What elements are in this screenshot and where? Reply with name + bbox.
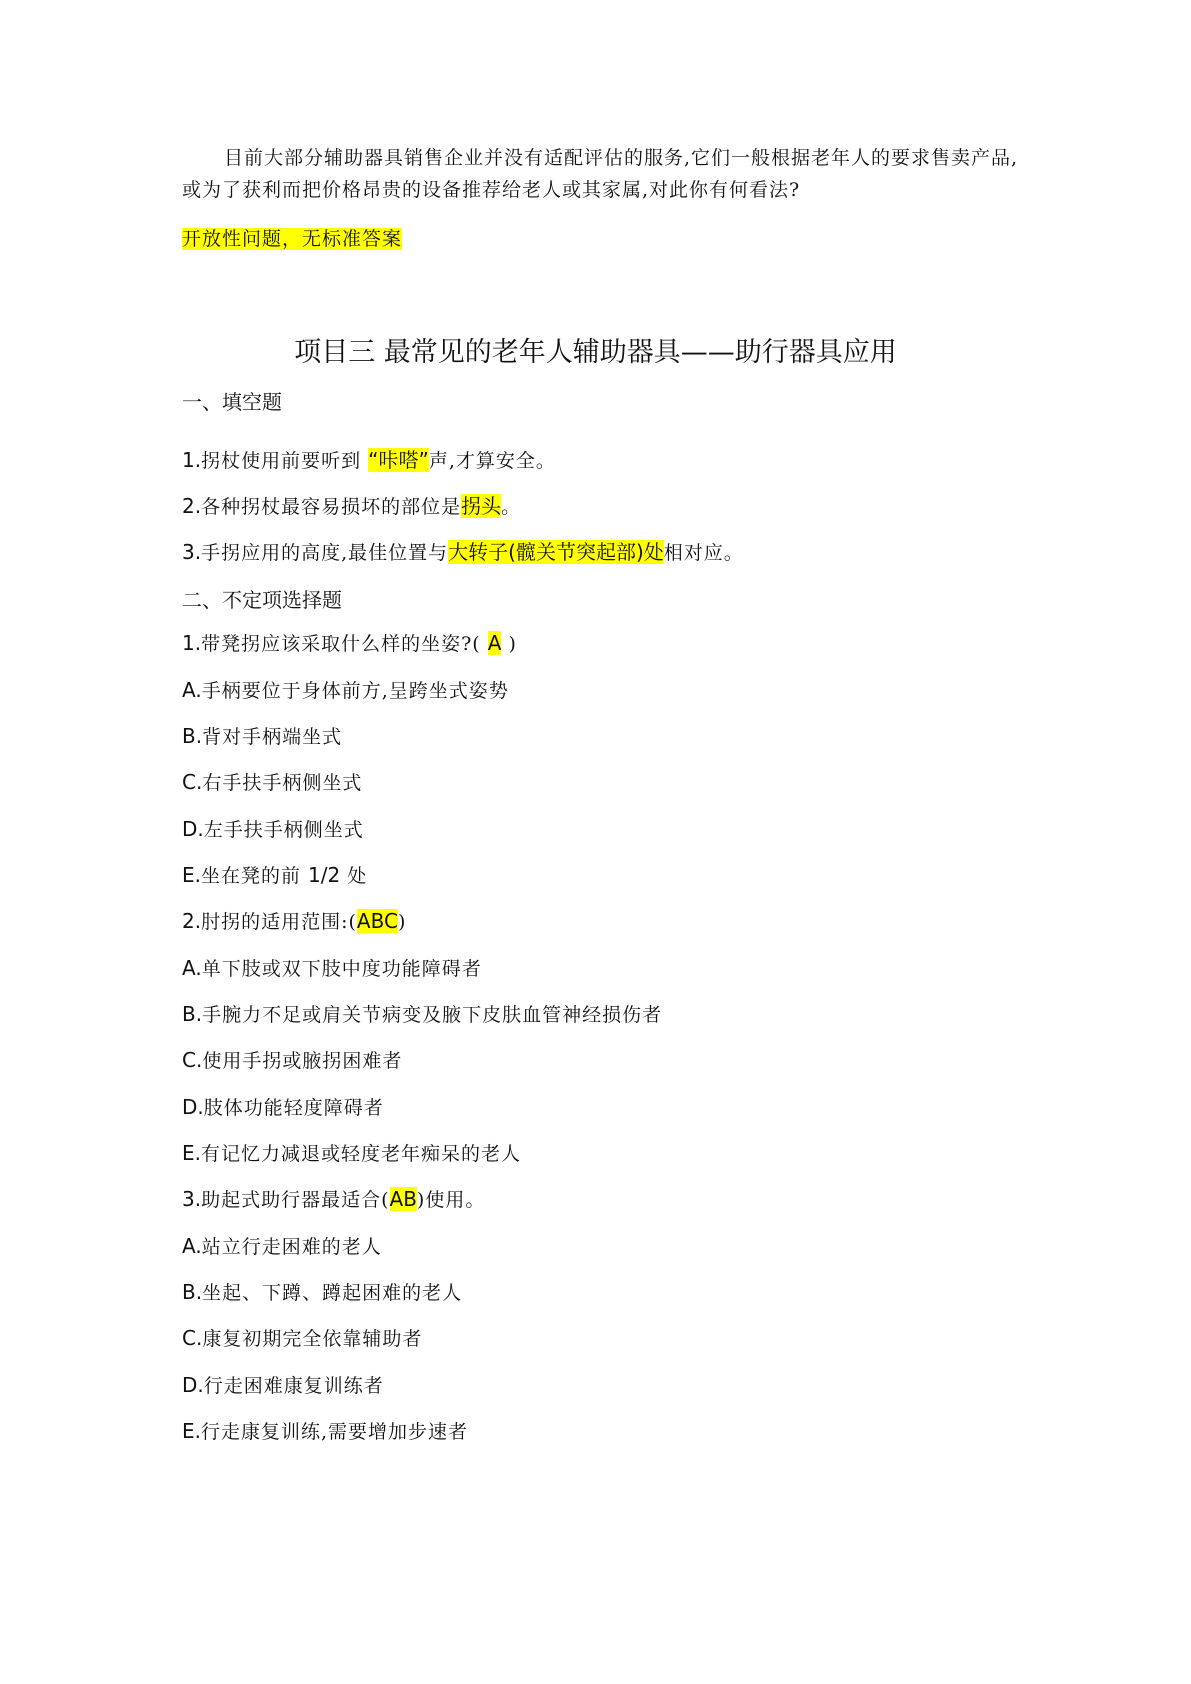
question-number: 1. bbox=[182, 448, 202, 472]
option-text: 左手扶手柄侧坐式 bbox=[203, 819, 364, 841]
question-number: 3. bbox=[182, 1187, 202, 1211]
option-item bbox=[182, 1277, 462, 1308]
open-answer bbox=[182, 224, 402, 254]
question-text: 声,才算安全。 bbox=[428, 450, 556, 472]
question-text: ) bbox=[501, 633, 517, 655]
choice-question-3 bbox=[182, 1184, 485, 1215]
question-text: 手拐应用的高度,最佳位置与 bbox=[201, 542, 449, 564]
option-text: 坐在凳的前 bbox=[201, 865, 309, 887]
option-letter: C. bbox=[182, 1326, 203, 1350]
option-text: 站立行走困难的老人 bbox=[201, 1236, 382, 1258]
question-text: 拐杖使用前要听到 bbox=[201, 450, 369, 472]
option-item bbox=[182, 1045, 402, 1076]
option-item bbox=[182, 1416, 468, 1447]
fill-question-2 bbox=[182, 491, 521, 522]
choice-question-2 bbox=[182, 906, 406, 937]
option-item bbox=[182, 1092, 384, 1123]
option-text: 手腕力不足或肩关节病变及腋下皮肤血管神经损伤者 bbox=[202, 1004, 663, 1026]
answer-highlight: AB bbox=[389, 1187, 417, 1211]
question-text: )使用。 bbox=[416, 1189, 486, 1211]
option-letter: D. bbox=[182, 1095, 204, 1119]
option-item bbox=[182, 767, 362, 798]
option-item bbox=[182, 814, 364, 845]
question-number: 3. bbox=[182, 540, 202, 564]
question-text: 肘拐的适用范围:( bbox=[201, 911, 357, 933]
option-letter: A. bbox=[182, 956, 202, 980]
option-text: 行走康复训练,需要增加步速者 bbox=[201, 1421, 469, 1443]
question-text: 各种拐杖最容易损坏的部位是 bbox=[201, 496, 462, 518]
intro-paragraph: 目前大部分辅助器具销售企业并没有适配评估的服务,它们一般根据老年人的要求售卖产品,或为了获利而把价格昂贵的设备推荐给老人或其家属,对此你有何看法? bbox=[182, 147, 1019, 201]
option-letter: B. bbox=[182, 1002, 203, 1026]
answer-highlight: 大转子(髋关节突起部)处 bbox=[448, 540, 664, 564]
fill-question-1 bbox=[182, 445, 556, 476]
section-heading-multiple-choice: 二、不定项选择题 bbox=[182, 588, 342, 612]
option-text: 右手扶手柄侧坐式 bbox=[202, 772, 363, 794]
option-item bbox=[182, 1138, 521, 1169]
page-title: 项目三 最常见的老年人辅助器具——助行器具应用 bbox=[294, 337, 897, 368]
question-text: ) bbox=[397, 911, 407, 933]
option-text: 背对手柄端坐式 bbox=[202, 726, 343, 748]
option-text: 有记忆力减退或轻度老年痴呆的老人 bbox=[201, 1143, 522, 1165]
answer-highlight: ABC bbox=[356, 909, 398, 933]
answer-highlight: “咔嗒” bbox=[368, 448, 429, 472]
question-number: 1. bbox=[182, 631, 202, 655]
question-number: 2. bbox=[182, 909, 202, 933]
option-letter: C. bbox=[182, 1048, 203, 1072]
option-item bbox=[182, 1323, 422, 1354]
option-item bbox=[182, 860, 367, 891]
section-heading-fill-blank: 一、填空题 bbox=[182, 390, 282, 414]
answer-highlight: A bbox=[487, 631, 502, 655]
option-text: 单下肢或双下肢中度功能障碍者 bbox=[201, 958, 482, 980]
option-item bbox=[182, 721, 342, 752]
question-text: 。 bbox=[501, 496, 522, 518]
option-item bbox=[182, 675, 509, 706]
option-item bbox=[182, 953, 482, 984]
option-text: 使用手拐或腋拐困难者 bbox=[202, 1050, 403, 1072]
option-letter: A. bbox=[182, 678, 202, 702]
option-text: 肢体功能轻度障碍者 bbox=[203, 1097, 384, 1119]
option-letter: D. bbox=[182, 817, 204, 841]
question-text: 助起式助行器最适合( bbox=[201, 1189, 390, 1211]
option-text: 行走困难康复训练者 bbox=[203, 1375, 384, 1397]
option-letter: E. bbox=[182, 1141, 201, 1165]
option-fraction: 1/2 bbox=[308, 863, 341, 887]
option-text: 手柄要位于身体前方,呈跨坐式姿势 bbox=[201, 680, 509, 702]
question-number: 2. bbox=[182, 494, 202, 518]
option-item bbox=[182, 1370, 384, 1401]
fill-question-3 bbox=[182, 537, 744, 568]
option-letter: E. bbox=[182, 863, 201, 887]
option-letter: B. bbox=[182, 724, 203, 748]
option-text: 康复初期完全依靠辅助者 bbox=[202, 1328, 423, 1350]
option-item bbox=[182, 999, 662, 1030]
choice-question-1 bbox=[182, 628, 517, 659]
open-answer-highlight: 开放性问题，无标准答案 bbox=[182, 228, 403, 250]
question-text: 相对应。 bbox=[663, 542, 744, 564]
option-letter: B. bbox=[182, 1280, 203, 1304]
option-letter: D. bbox=[182, 1373, 204, 1397]
option-text: 坐起、下蹲、蹲起困难的老人 bbox=[202, 1282, 463, 1304]
option-letter: A. bbox=[182, 1234, 202, 1258]
option-text: 处 bbox=[340, 865, 368, 887]
option-letter: E. bbox=[182, 1419, 201, 1443]
question-text: 带凳拐应该采取什么样的坐姿?( bbox=[201, 633, 488, 655]
option-letter: C. bbox=[182, 770, 203, 794]
option-item bbox=[182, 1231, 382, 1262]
answer-highlight: 拐头 bbox=[461, 494, 502, 518]
